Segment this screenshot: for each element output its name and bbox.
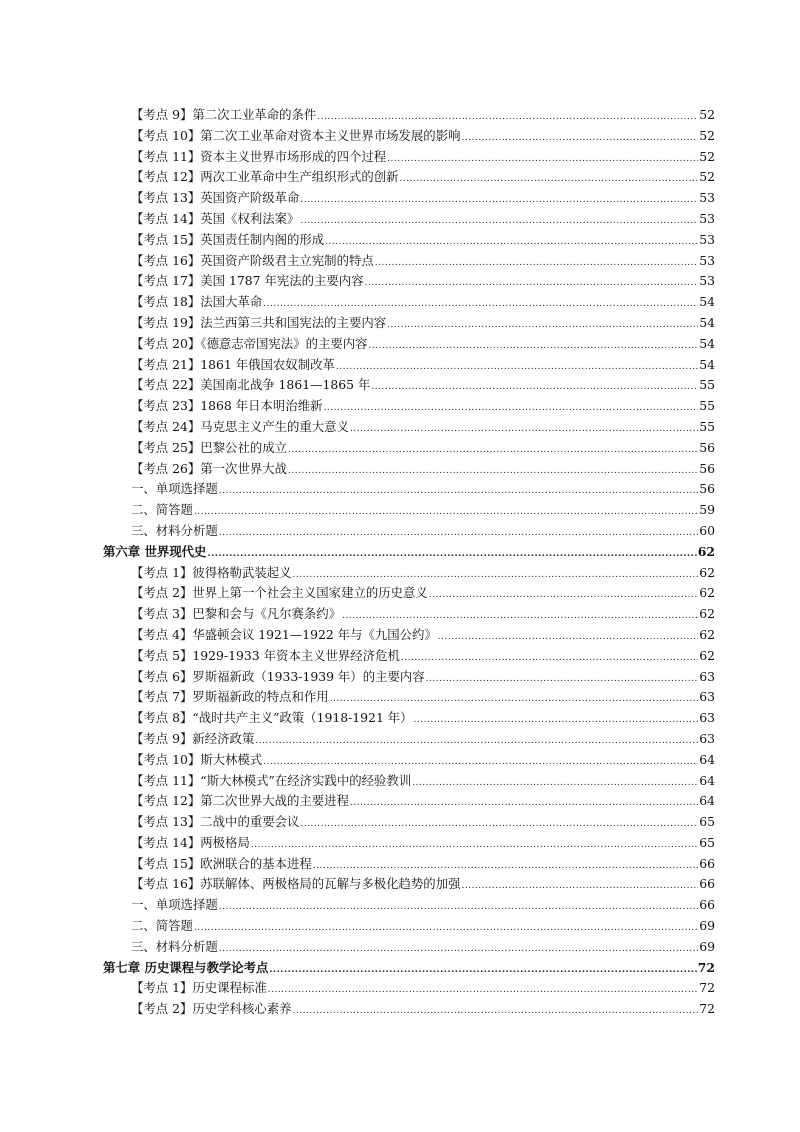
toc-entry[interactable]: [103, 167, 715, 188]
toc-entry[interactable]: [103, 209, 715, 230]
toc-entry[interactable]: [103, 334, 715, 355]
toc-section-entry[interactable]: [103, 479, 715, 500]
toc-entry[interactable]: [103, 438, 715, 459]
toc-entry-title: 【考点 19】法兰西第三共和国宪法的主要内容: [131, 314, 387, 330]
toc-entry-title: 【考点 3】巴黎和会与《凡尔赛条约》: [131, 606, 342, 622]
toc-leader-dots: [371, 377, 698, 398]
toc-leader-dots: [300, 211, 698, 232]
toc-entry[interactable]: [103, 396, 715, 417]
toc-page-number: 62: [699, 564, 715, 580]
toc-entry-title: 【考点 16】苏联解体、两极格局的瓦解与多极化趋势的加强: [131, 876, 461, 892]
toc-section-entry[interactable]: [103, 500, 715, 521]
toc-page-number: 52: [699, 169, 715, 185]
toc-entry[interactable]: [103, 978, 715, 999]
toc-leader-dots: [300, 814, 698, 835]
toc-page-number: 63: [699, 710, 715, 726]
toc-leader-dots: [401, 648, 698, 669]
toc-leader-dots: [336, 357, 698, 378]
toc-entry-title: 【考点 8】“战时共产主义”政策（1918-1921 年）: [131, 710, 413, 726]
toc-page-number: 62: [699, 647, 715, 663]
toc-entry-title: 【考点 9】第二次工业革命的条件: [131, 107, 317, 122]
toc-leader-dots: [194, 918, 698, 939]
toc-entry[interactable]: [103, 105, 715, 126]
toc-entry-title: 第七章 历史课程与教学论考点: [103, 959, 269, 975]
toc-entry[interactable]: [103, 646, 715, 667]
toc-leader-dots: [317, 107, 698, 128]
toc-leader-dots: [251, 835, 698, 856]
toc-section-entry[interactable]: [103, 521, 715, 542]
toc-leader-dots: [219, 939, 698, 960]
toc-entry-title: 【考点 1】历史课程标准: [131, 980, 267, 996]
toc-entry-title: 【考点 2】历史学科核心素养: [131, 1001, 292, 1017]
toc-leader-dots: [219, 481, 698, 502]
toc-leader-dots: [365, 273, 698, 294]
toc-leader-dots: [207, 544, 696, 565]
toc-page-number: 64: [699, 751, 715, 767]
toc-entry-title: 【考点 26】第一次世界大战: [131, 460, 288, 476]
toc-entry[interactable]: [103, 999, 715, 1020]
toc-leader-dots: [219, 523, 698, 544]
toc-page-number: 69: [699, 938, 715, 954]
toc-entry-title: 【考点 17】美国 1787 年宪法的主要内容: [131, 273, 364, 289]
toc-leader-dots: [288, 440, 698, 461]
toc-page-number: 55: [699, 398, 715, 414]
toc-leader-dots: [438, 627, 698, 648]
toc-page-number: 59: [699, 502, 715, 518]
toc-entry[interactable]: [103, 667, 715, 688]
table-of-contents: [103, 105, 715, 1020]
toc-entry-title: 【考点 10】斯大林模式: [131, 751, 263, 767]
toc-entry[interactable]: [103, 230, 715, 251]
toc-section-entry[interactable]: [103, 895, 715, 916]
toc-page-number: 54: [699, 335, 715, 351]
toc-leader-dots: [194, 502, 698, 523]
toc-leader-dots: [461, 128, 698, 149]
toc-page-number: 53: [699, 231, 715, 247]
toc-entry[interactable]: [103, 271, 715, 292]
toc-entry[interactable]: [103, 771, 715, 792]
toc-section-entry[interactable]: [103, 916, 715, 937]
toc-page-number: 72: [699, 1001, 715, 1017]
toc-entry-title: 【考点 18】法国大革命: [131, 294, 263, 310]
toc-entry-title: 一、单项选择题: [131, 897, 218, 913]
toc-entry[interactable]: [103, 251, 715, 272]
toc-entry-title: 三、材料分析题: [131, 938, 218, 954]
toc-entry-title: 【考点 14】两极格局: [131, 834, 250, 850]
toc-page-number: 54: [699, 294, 715, 310]
toc-leader-dots: [313, 856, 698, 877]
toc-leader-dots: [325, 232, 698, 253]
toc-entry[interactable]: [103, 750, 715, 771]
toc-entry-title: 【考点 15】欧洲联合的基本进程: [131, 855, 312, 871]
toc-page-number: 65: [699, 834, 715, 850]
toc-entry-title: 【考点 7】罗斯福新政的特点和作用: [131, 689, 329, 705]
toc-leader-dots: [414, 710, 698, 731]
toc-leader-dots: [461, 876, 698, 897]
toc-entry[interactable]: [103, 313, 715, 334]
toc-entry-title: 【考点 11】资本主义世界市场形成的四个过程: [131, 148, 387, 164]
toc-page-number: 60: [699, 522, 715, 538]
toc-leader-dots: [350, 419, 698, 440]
toc-entry-title: 【考点 13】二战中的重要会议: [131, 814, 300, 830]
toc-entry-title: 第六章 世界现代史: [103, 543, 207, 559]
toc-page-number: 63: [699, 689, 715, 705]
toc-entry[interactable]: [103, 874, 715, 895]
toc-leader-dots: [350, 793, 698, 814]
toc-page-number: 56: [699, 481, 715, 497]
toc-entry[interactable]: [103, 375, 715, 396]
toc-entry-title: 一、单项选择题: [131, 481, 218, 497]
toc-leader-dots: [375, 253, 698, 274]
toc-entry-title: 【考点 6】罗斯福新政（1933-1939 年）的主要内容: [131, 668, 425, 684]
toc-leader-dots: [387, 149, 698, 170]
toc-entry-title: 【考点 12】第二次世界大战的主要进程: [131, 793, 349, 809]
toc-leader-dots: [219, 897, 698, 918]
toc-entry[interactable]: [103, 791, 715, 812]
toc-entry[interactable]: [103, 687, 715, 708]
toc-leader-dots: [369, 336, 698, 357]
toc-leader-dots: [255, 731, 698, 752]
toc-entry[interactable]: [103, 417, 715, 438]
toc-entry[interactable]: [103, 188, 715, 209]
toc-leader-dots: [323, 398, 698, 419]
toc-page-number: 52: [699, 107, 715, 122]
toc-entry[interactable]: [103, 625, 715, 646]
toc-page-number: 53: [699, 273, 715, 289]
toc-entry-title: 三、材料分析题: [131, 522, 218, 538]
toc-leader-dots: [268, 980, 698, 1001]
toc-page-number: 55: [699, 418, 715, 434]
toc-page-number: 66: [699, 897, 715, 913]
toc-leader-dots: [342, 606, 698, 627]
toc-page-number: 66: [699, 876, 715, 892]
toc-entry-title: 二、简答题: [131, 502, 193, 518]
toc-entry-title: 【考点 16】英国资产阶级君主立宪制的特点: [131, 252, 374, 268]
toc-entry-title: 【考点 9】新经济政策: [131, 730, 255, 746]
toc-entry-title: 【考点 23】1868 年日本明治维新: [131, 398, 323, 414]
toc-page-number: 54: [699, 314, 715, 330]
toc-entry-title: 【考点 13】英国资产阶级革命: [131, 190, 300, 206]
toc-leader-dots: [429, 585, 698, 606]
toc-page-number: 63: [699, 668, 715, 684]
toc-page-number: 66: [699, 855, 715, 871]
toc-entry[interactable]: [103, 459, 715, 480]
toc-page-number: 53: [699, 210, 715, 226]
toc-leader-dots: [293, 565, 698, 586]
toc-entry-title: 【考点 14】英国《权利法案》: [131, 210, 300, 226]
toc-page-number: 62: [699, 606, 715, 622]
toc-chapter-entry[interactable]: [103, 542, 715, 563]
toc-entry[interactable]: [103, 147, 715, 168]
toc-entry[interactable]: [103, 708, 715, 729]
toc-entry[interactable]: [103, 812, 715, 833]
toc-leader-dots: [400, 169, 698, 190]
toc-entry[interactable]: [103, 292, 715, 313]
toc-entry-title: 【考点 20】《德意志帝国宪法》的主要内容: [131, 335, 368, 351]
toc-leader-dots: [426, 669, 698, 690]
toc-page-number: 54: [699, 356, 715, 372]
toc-leader-dots: [263, 294, 698, 315]
toc-page-number: 56: [699, 460, 715, 476]
toc-leader-dots: [269, 960, 696, 981]
toc-entry-title: 【考点 22】美国南北战争 1861—1865 年: [131, 377, 371, 393]
toc-entry[interactable]: [103, 355, 715, 376]
toc-entry-title: 【考点 5】1929-1933 年资本主义世界经济危机: [131, 647, 400, 663]
toc-entry[interactable]: [103, 126, 715, 147]
toc-entry-title: 【考点 2】世界上第一个社会主义国家建立的历史意义: [131, 585, 428, 601]
toc-leader-dots: [387, 315, 698, 336]
toc-page-number: 64: [699, 793, 715, 809]
toc-page-number: 62: [699, 585, 715, 601]
toc-entry[interactable]: [103, 729, 715, 750]
toc-page-number: 52: [699, 148, 715, 164]
toc-entry-title: 【考点 21】1861 年俄国农奴制改革: [131, 356, 335, 372]
toc-page-number: 69: [699, 918, 715, 934]
toc-leader-dots: [300, 190, 698, 211]
toc-leader-dots: [288, 461, 698, 482]
toc-page-number: 63: [699, 730, 715, 746]
toc-page-number: 52: [699, 127, 715, 143]
toc-page-number: 65: [699, 814, 715, 830]
toc-section-entry[interactable]: [103, 937, 715, 958]
toc-entry-title: 【考点 1】彼得格勒武装起义: [131, 564, 292, 580]
toc-entry[interactable]: [103, 563, 715, 584]
toc-entry-title: 【考点 15】英国责任制内阁的形成: [131, 231, 325, 247]
toc-page-number: 62: [699, 626, 715, 642]
toc-leader-dots: [412, 773, 698, 794]
toc-leader-dots: [263, 752, 698, 773]
toc-page-number: 53: [699, 252, 715, 268]
toc-page-number: 62: [697, 543, 715, 559]
toc-chapter-entry[interactable]: [103, 958, 715, 979]
toc-page-number: 72: [699, 980, 715, 996]
toc-entry[interactable]: [103, 604, 715, 625]
toc-page-number: 72: [697, 959, 715, 975]
toc-leader-dots: [330, 689, 698, 710]
toc-entry-title: 【考点 10】第二次工业革命对资本主义世界市场发展的影响: [131, 127, 461, 143]
toc-entry[interactable]: [103, 583, 715, 604]
toc-entry-title: 【考点 11】“斯大林模式”在经济实践中的经验教训: [131, 772, 412, 788]
toc-page-number: 56: [699, 439, 715, 455]
toc-page-number: 53: [699, 190, 715, 206]
toc-entry-title: 二、简答题: [131, 918, 193, 934]
toc-entry[interactable]: [103, 833, 715, 854]
toc-entry-title: 【考点 4】华盛顿会议 1921—1922 年与《九国公约》: [131, 626, 437, 642]
toc-leader-dots: [293, 1001, 698, 1022]
toc-entry-title: 【考点 12】两次工业革命中生产组织形式的创新: [131, 169, 399, 185]
toc-page-number: 55: [699, 377, 715, 393]
toc-entry-title: 【考点 24】马克思主义产生的重大意义: [131, 418, 349, 434]
toc-entry[interactable]: [103, 854, 715, 875]
toc-page-number: 64: [699, 772, 715, 788]
toc-entry-title: 【考点 25】巴黎公社的成立: [131, 439, 288, 455]
